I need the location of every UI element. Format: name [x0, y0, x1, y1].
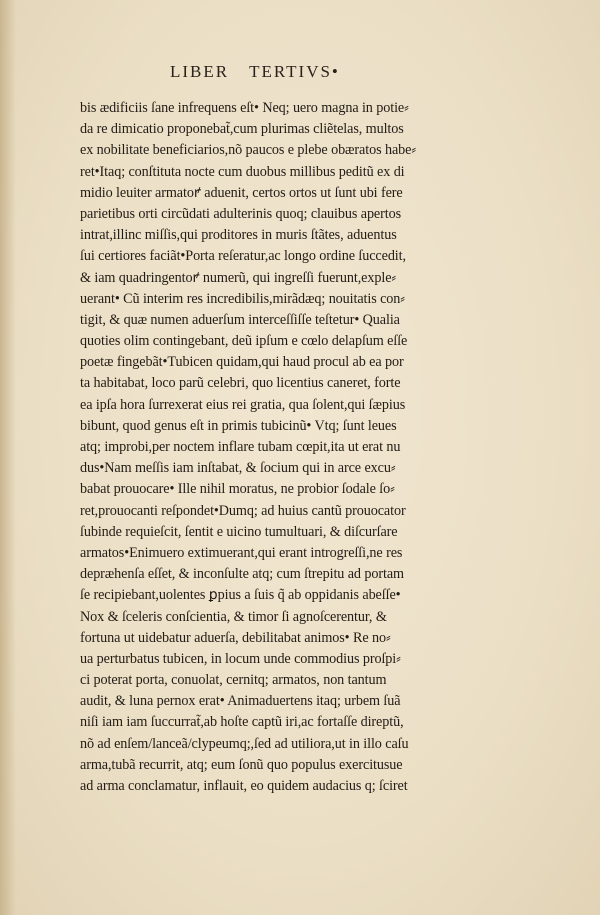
text-line: uerant• Cũ interim res incredibilis,mirãdæq; nouitatis con⸗: [80, 290, 405, 307]
text-line: & iam quadringentoꝵ numerũ, qui ingreſſi fuerunt,exple⸗: [80, 269, 397, 286]
text-line: ta habitabat, loco parũ celebri, quo licentius caneret, forte: [80, 375, 401, 392]
text-block: [80, 98, 460, 797]
text-line: ci poterat porta, conuolat, cernitq; armatos, non tantum: [80, 672, 387, 689]
text-line: Nox & ſceleris conſcientia, & timor ſi agnoſcerentur, &: [80, 608, 387, 625]
text-line: armatos•Enimuero extimuerant,qui erant introgreſſi,ne res: [80, 544, 403, 561]
text-line: ex nobilitate beneficiarios,nõ paucos e plebe obæratos habe⸗: [80, 142, 416, 159]
text-line: ſubinde requieſcit, ſentit e uicino tumultuari, & diſcurſare: [80, 523, 398, 540]
text-line: ea ipſa hora ſurrexerat eius rei gratia, qua ſolent,qui ſæpius: [80, 396, 406, 413]
text-line: ad arma conclamatur, inflauit, eo quidem audacius q; ſciret: [80, 778, 408, 794]
text-line: ret,prouocanti reſpondet•Dumq; ad huius cantũ prouocator: [80, 502, 406, 519]
text-line: dus•Nam meſſis iam inſtabat, & ſocium qui in arce excu⸗: [80, 460, 396, 477]
text-line: intrat,illinc miſſis,qui proditores in muris ſtãtes, aduentus: [80, 227, 397, 244]
text-line: bis ædificiis ſane infrequens eſt• Neq; uero magna in potie⸗: [80, 100, 409, 116]
page-gutter: [0, 0, 16, 915]
text-line: da re dimicatio proponebat̃,cum plurimas cliẽtelas, multos: [80, 121, 404, 138]
running-head: [170, 62, 354, 82]
text-line: niſi iam iam ſuccurrat̃,ab hoſte captũ iri,ac fortaſſe direptũ,: [80, 714, 404, 731]
text-line: ret•Itaq; conſtituta nocte cum duobus millibus peditũ ex di: [80, 163, 405, 180]
text-line: parietibus orti circũdati adulterinis quoq; clauibus apertos: [80, 205, 402, 222]
text-line: poetæ fingebãt•Tubicen quidam,qui haud procul ab ea por: [80, 354, 404, 371]
text-line: midio leuiter armatoꝵ aduenit, certos ortos ut ſunt ubi fere: [80, 184, 403, 201]
text-line: depræhenſa eſſet, & inconſulte atq; cum ſtrepitu ad portam: [80, 566, 404, 583]
text-line: fortuna ut uidebatur aduerſa, debilitabat animos• Re no⸗: [80, 629, 391, 646]
text-line: ua perturbatus tubicen, in locum unde commodius proſpi⸗: [80, 650, 401, 667]
text-line: audit, & luna pernox erat• Animaduertens itaq; urbem ſuã: [80, 693, 401, 710]
text-line: tigit, & quæ numen aduerſum interceſſiſſe teſtetur• Qualia: [80, 311, 400, 328]
text-line: nõ ad enſem/lanceã/clypeumq;,ſed ad utiliora,ut in illo caſu: [80, 735, 409, 752]
running-head-number: TERTIVS•: [249, 62, 340, 81]
text-line: ſe recipiebant,uolentes ꝑpius a ſuis q̃ ab oppidanis abeſſe•: [80, 587, 401, 604]
text-line: quoties olim contingebant, deũ ipſum e cœlo delapſum eſſe: [80, 333, 408, 350]
text-line: bibunt, quod genus eſt in primis tubicinũ• Vtq; ſunt leues: [80, 417, 397, 434]
running-head-book: LIBER: [170, 62, 230, 81]
text-line: atq; improbi,per noctem inflare tubam cœpit,ita ut erat nu: [80, 439, 401, 455]
text-line: babat prouocare• Ille nihil moratus, ne probior ſodale ſo⸗: [80, 481, 395, 498]
text-line: ſui certiores faciãt•Porta reſeratur,ac longo ordine ſuccedit,: [80, 248, 406, 265]
text-line: arma,tubã recurrit, atq; eum ſonũ quo populus exercitusue: [80, 756, 403, 773]
